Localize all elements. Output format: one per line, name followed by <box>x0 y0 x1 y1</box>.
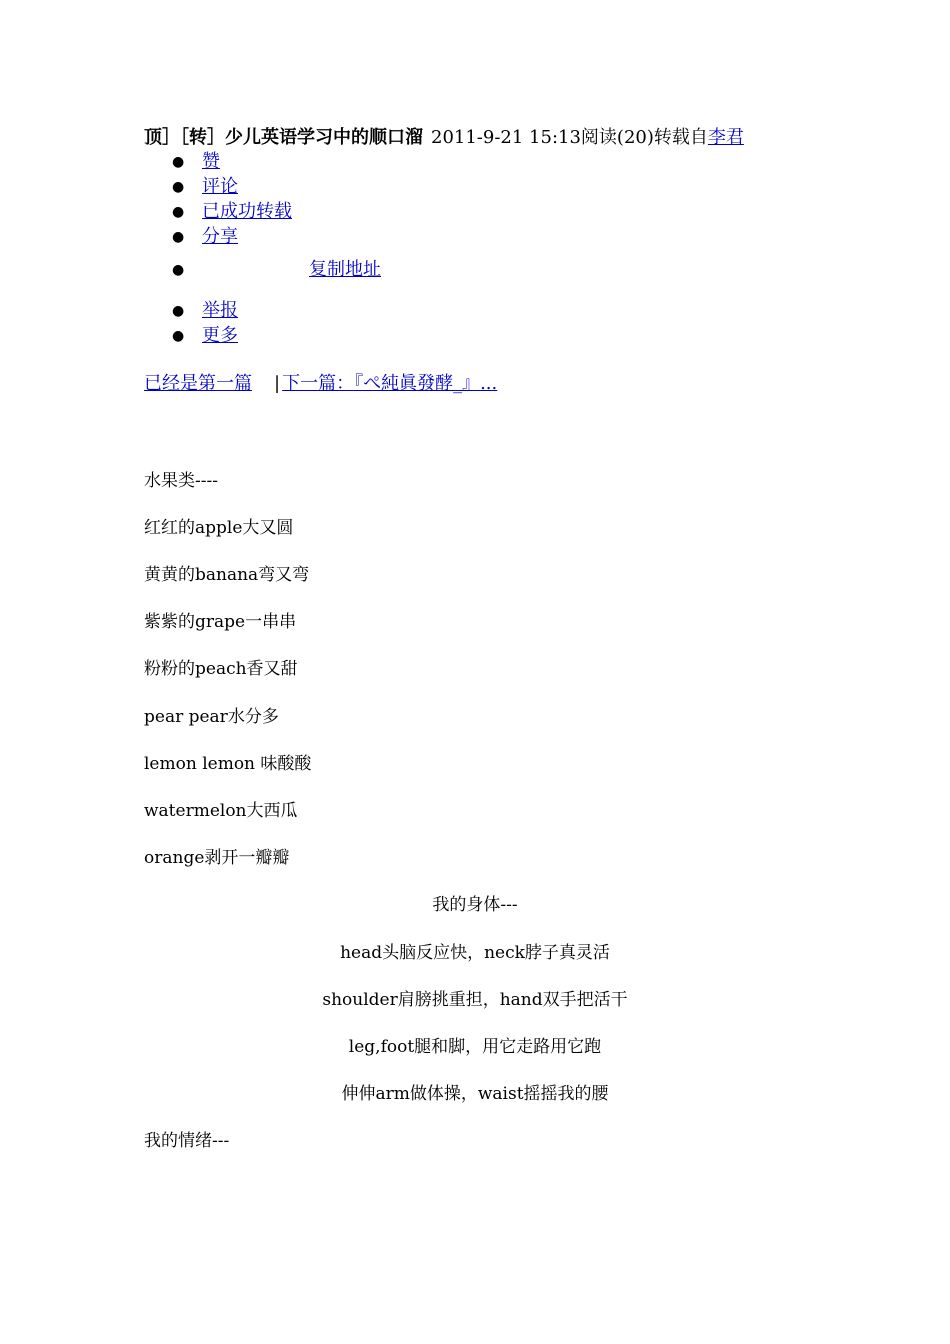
bullet-icon: ● <box>172 328 185 344</box>
prev-post-link[interactable]: 已经是第一篇 <box>144 373 252 394</box>
bullet-icon: ● <box>172 229 185 245</box>
bullet-icon: ● <box>172 204 185 220</box>
bullet-icon: ● <box>172 179 185 195</box>
body-line: shoulder肩膀挑重担，hand双手把活干 <box>322 990 628 1010</box>
fruit-line: lemon lemon 味酸酸 <box>144 754 312 774</box>
bullet-icon: ● <box>172 262 185 278</box>
body-line: leg,foot腿和脚，用它走路用它跑 <box>348 1037 602 1057</box>
fruit-heading: 水果类---- <box>144 471 218 491</box>
post-navigation <box>144 372 497 396</box>
share-link[interactable]: 分享 <box>202 226 238 247</box>
post-header <box>144 126 744 150</box>
comment-link[interactable]: 评论 <box>202 176 238 197</box>
fruit-line: 红红的apple大又圆 <box>144 518 294 538</box>
more-link[interactable]: 更多 <box>202 325 238 346</box>
fruit-line: 黄黄的banana弯又弯 <box>144 565 310 585</box>
body-heading: 我的身体--- <box>432 895 518 915</box>
report-link[interactable]: 举报 <box>202 300 238 321</box>
next-post-link[interactable]: 下一篇：『ぺ純眞發酵_』... <box>282 373 498 394</box>
reposted-link[interactable]: 已成功转载 <box>202 201 292 222</box>
bullet-icon: ● <box>172 303 185 319</box>
fruit-line: 紫紫的grape一串串 <box>144 612 297 632</box>
fruit-line: 粉粉的peach香又甜 <box>144 659 298 679</box>
mood-heading: 我的情绪--- <box>144 1131 230 1151</box>
fruit-line: watermelon大西瓜 <box>144 801 298 821</box>
post-meta: 2011-9-21 15:13阅读(20)转载自 <box>431 127 708 148</box>
body-line: head头脑反应快，neck脖子真灵活 <box>340 943 610 963</box>
fruit-line: pear pear水分多 <box>144 707 279 727</box>
author-link[interactable]: 李君 <box>707 127 744 148</box>
nav-separator: | <box>274 373 281 394</box>
bullet-icon: ● <box>172 154 185 170</box>
post-title: 顶］［转］少儿英语学习中的顺口溜 <box>144 127 423 148</box>
fruit-line: orange剥开一瓣瓣 <box>144 848 290 868</box>
body-line: 伸伸arm做体操，waist摇摇我的腰 <box>341 1084 609 1104</box>
copy-address-link[interactable]: 复制地址 <box>309 259 381 280</box>
like-link[interactable]: 赞 <box>202 151 220 172</box>
